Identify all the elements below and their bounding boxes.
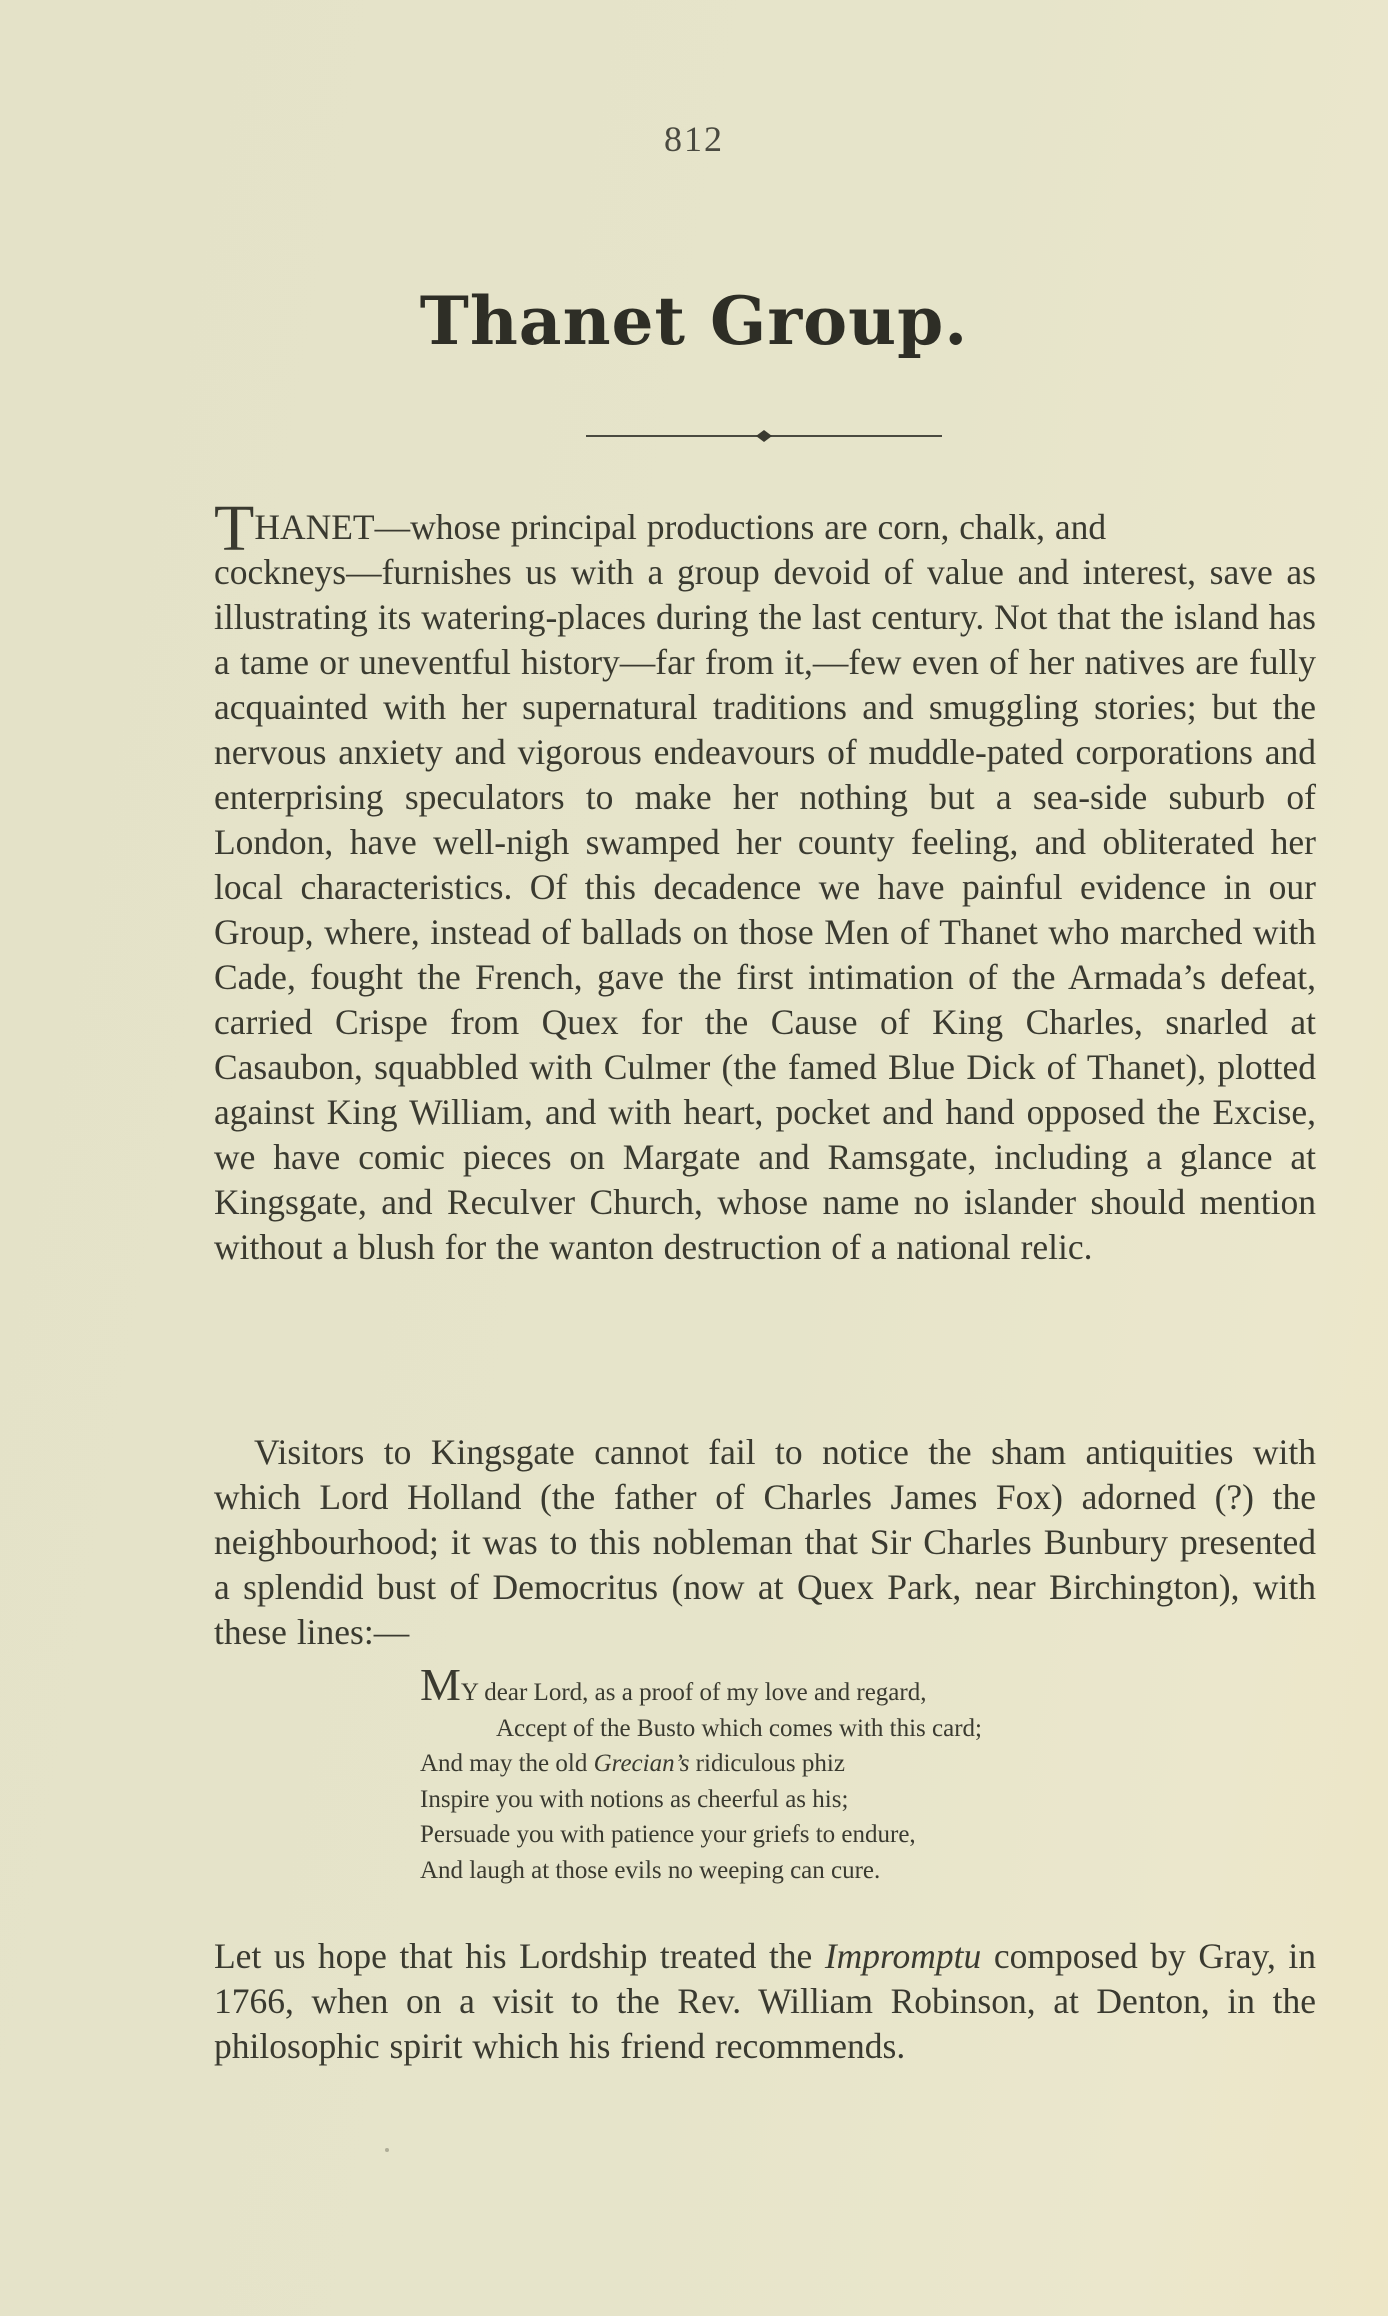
chapter-title: Thanet Group. — [419, 282, 969, 360]
verse-line-5: Persuade you with patience your griefs to endure, — [420, 1821, 916, 1848]
paragraph-2 — [214, 1430, 1316, 1655]
divider-ornament-icon — [586, 426, 942, 446]
paragraph-2-text: Visitors to Kingsgate cannot fail to notice the sham antiquities with which Lord Holland (the father of Charles James Fox) adorned (?) the neighbourhood; it was to this nobleman that Sir Charles Bunbury presented a splendid bust of Democritus (now at Quex Park, near Birchington), with these lines:— — [214, 1432, 1316, 1652]
verse-line-1 — [420, 1659, 1320, 1711]
verse-line-1-text: Y dear Lord, as a proof of my love and regard, — [460, 1679, 927, 1706]
verse-line-3 — [420, 1746, 1320, 1782]
verse-line-2: Accept of the Busto which comes with this card; — [496, 1714, 982, 1742]
verse-drop-cap: M — [420, 1659, 461, 1710]
verse-line-3-end: ridiculous phiz — [689, 1750, 845, 1777]
drop-cap: T — [214, 492, 255, 565]
paragraph-3 — [214, 1934, 1316, 2069]
paragraph-1 — [214, 492, 1316, 1270]
verse-line-3-italic: Grecian’s — [593, 1750, 690, 1777]
paragraph-3-end: composed by Gray, in 1766, when on a visit to the Rev. William Robinson, at Denton, in the philosophic spirit which his friend recommends. — [214, 1936, 1316, 2066]
paragraph-1-body: cockneys—furnishes us with a group devoid of value and interest, save as illustrating its watering-places during the last century. Not that the island has a tame or uneventful history—far from it,—few even of her natives are fully acquainted with her supernatural traditions and smuggling stories; but the nervous anxiety and vigorous endeavours of muddle-pated corporations and enterprising speculators to make her nothing but a sea-side suburb of London, have well-nigh swamped her county feeling, and obliterated her local characteristics. Of this decadence we have painful evidence in our Group, where, instead of ballads on those Men of Thanet who marched with Cade, fought the French, gave the first intimation of the Armada’s defeat, carried Crispe from Quex for the Cause of King Charles, snarled at Casaubon, squabbled with Culmer (the famed Blue Dick of Thanet), plotted against King William, and with heart, pocket and hand opposed the Excise, we have comic pieces on Margate and Ramsgate, including a glance at Kingsgate, and Reculver Church, whose name no islander should mention without a blush for the wanton destruction of a national relic. — [214, 552, 1316, 1267]
paragraph-3-italic: Impromptu — [824, 1936, 982, 1976]
verse-line-4: Inspire you with notions as cheerful as his; — [420, 1785, 849, 1813]
paragraph-1-lead: HANET—whose principal productions are corn, chalk, and — [254, 507, 1107, 547]
verse-block — [420, 1659, 1320, 1888]
verse-line-6: And laugh at those evils no weeping can cure. — [420, 1856, 881, 1884]
paper-speck — [385, 2148, 389, 2152]
verse-line-3-start: And may the old — [420, 1750, 594, 1777]
page-number: 812 — [664, 119, 724, 159]
paragraph-3-start: Let us hope that his Lordship treated the — [214, 1936, 825, 1976]
